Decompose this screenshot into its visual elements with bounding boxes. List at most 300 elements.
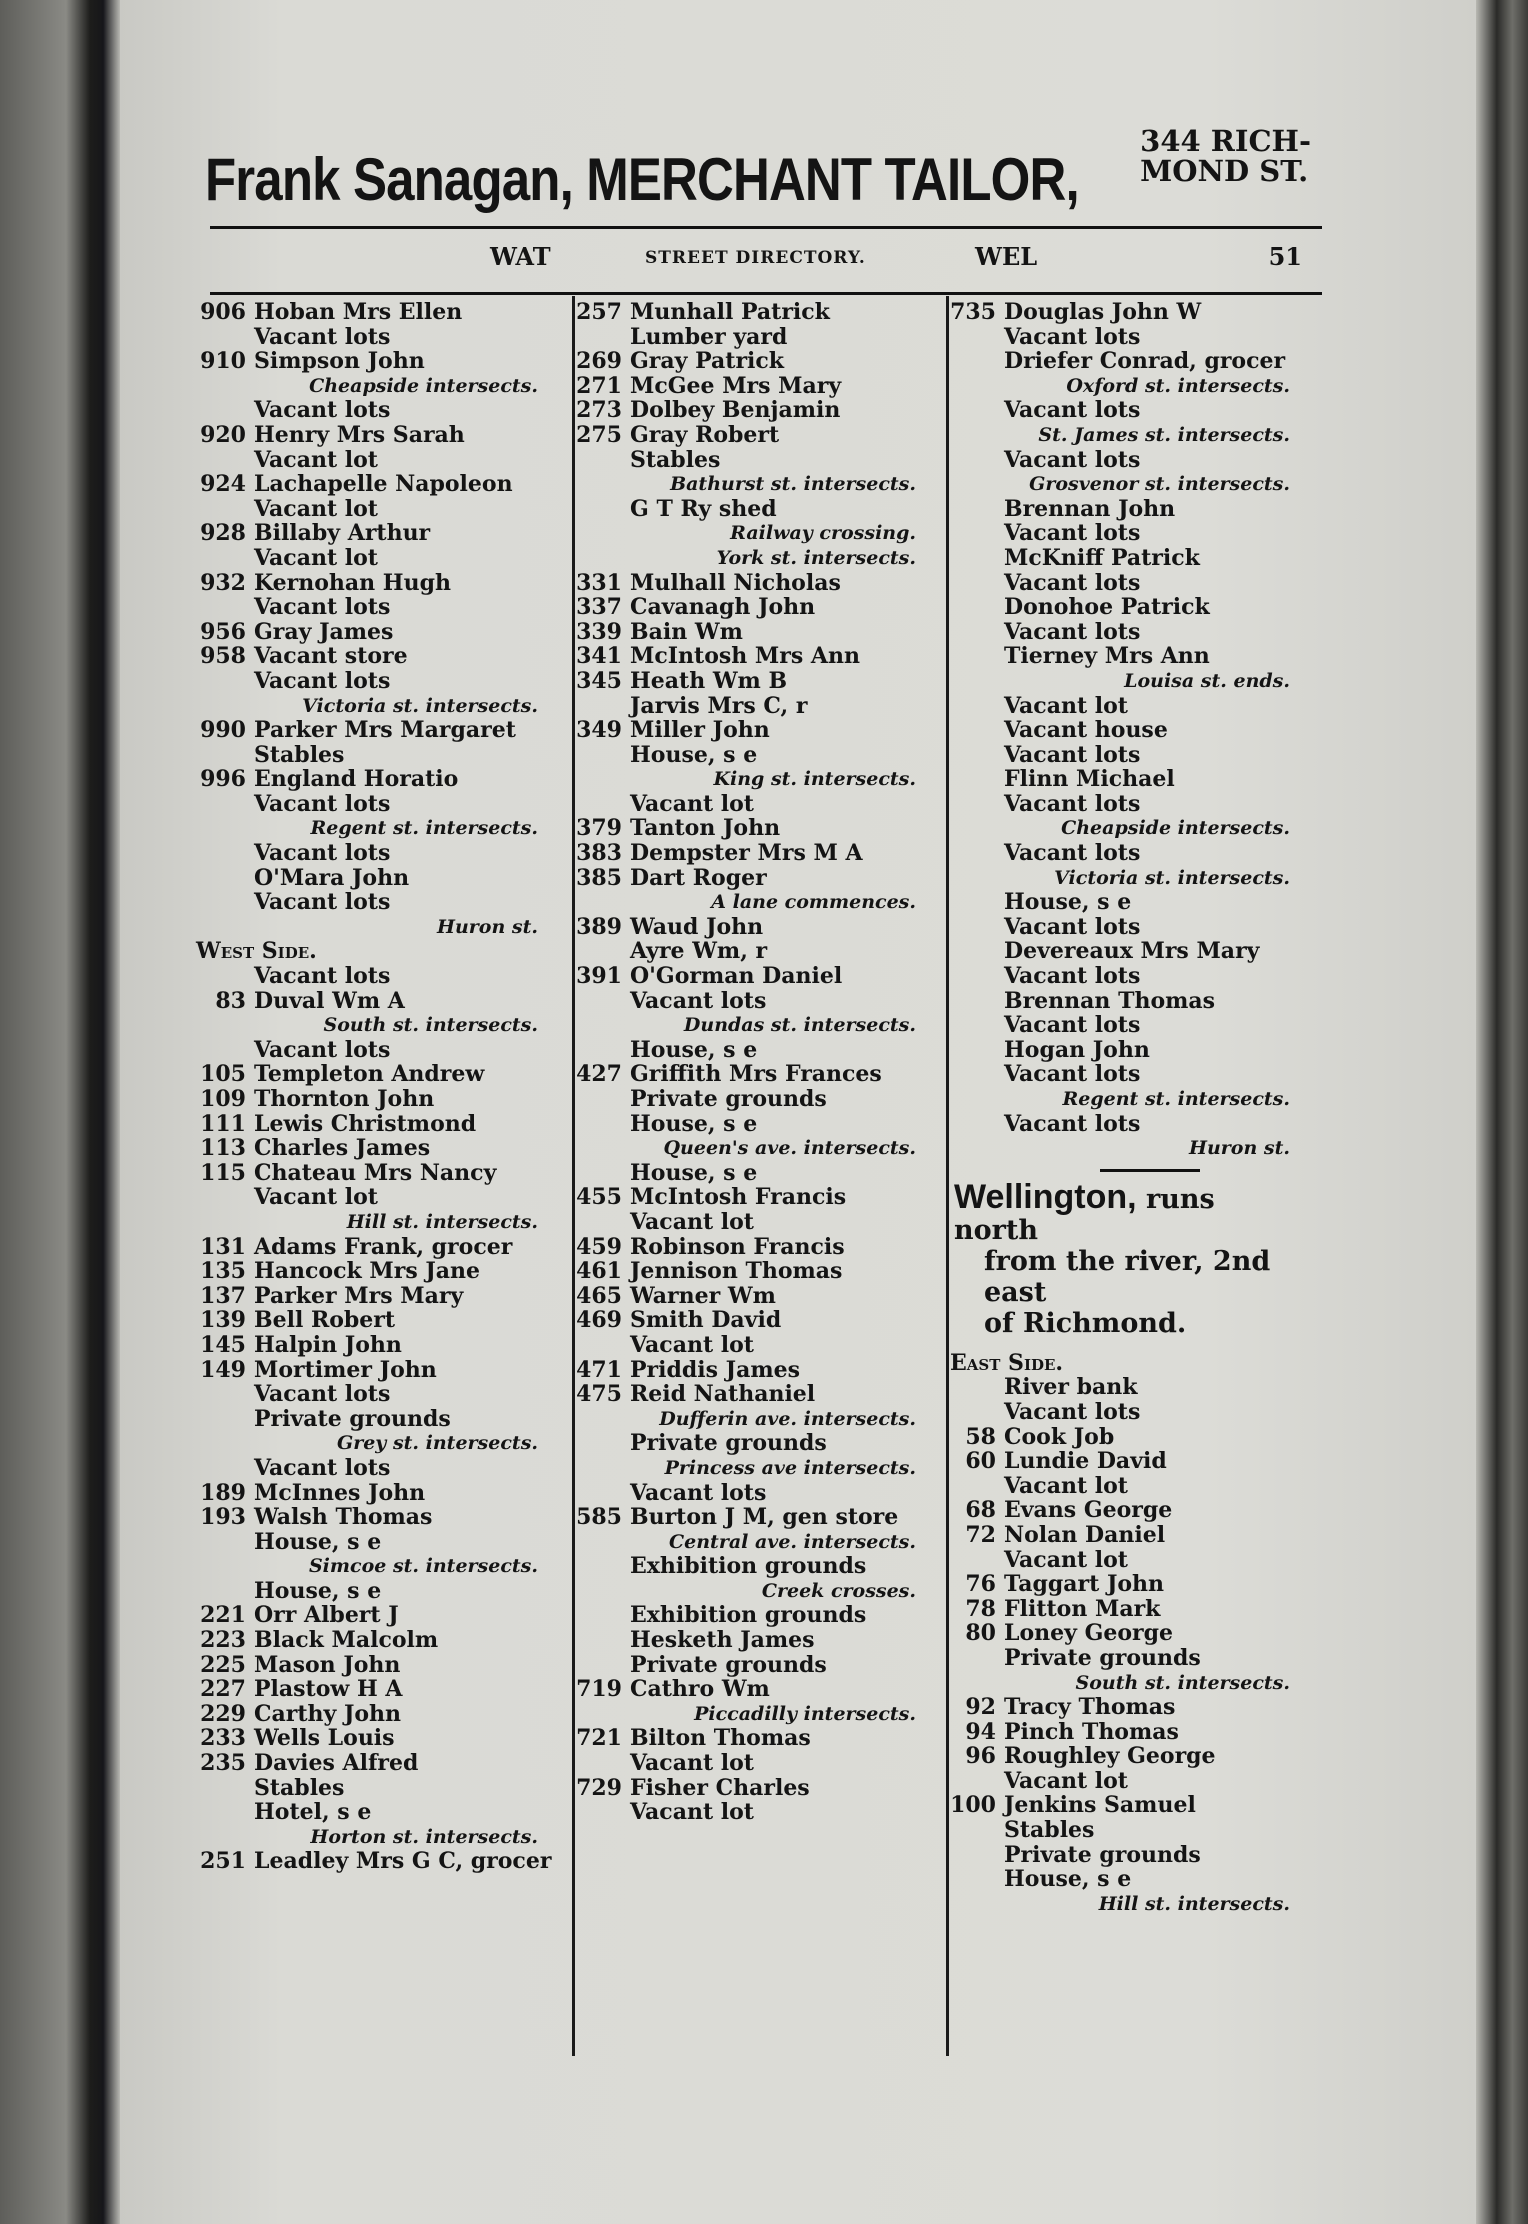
entry-name: Vacant lots [254,594,391,621]
directory-entry [950,620,1294,645]
entry-name: Priddis James [630,1356,800,1383]
directory-entry [196,497,542,522]
entry-name: Private grounds [1004,1644,1201,1671]
page-edge [1476,0,1528,2224]
directory-entry [576,792,920,817]
intersection-note: York st. intersects. [716,546,916,569]
house-number: 149 [200,1356,246,1383]
entry-name: Billaby Arthur [254,520,431,547]
entry-name: Vacant lots [630,1479,767,1506]
house-number: 223 [200,1627,246,1654]
house-number: 928 [200,520,246,547]
directory-entry [576,1062,920,1087]
directory-entry [196,1235,542,1260]
house-number: 94 [965,1718,996,1745]
entry-name: Burton J M, gen store [630,1504,899,1531]
directory-entry [576,374,920,399]
directory-entry [576,816,920,841]
entry-name: McKniff Patrick [1004,544,1200,571]
entry-name: Leadley Mrs G C, grocer [254,1848,552,1875]
directory-entry [950,767,1294,792]
house-number: 729 [576,1774,622,1801]
directory-entry [196,1136,542,1161]
column-divider-2 [946,296,949,2056]
intersection-note: Cheapside intersects. [1061,817,1290,840]
street-name: Wellington, [954,1177,1137,1216]
house-number: 461 [576,1258,622,1285]
header-bottom-rule [210,292,1322,295]
directory-entry [196,1358,542,1383]
entry-name: Adams Frank, grocer [254,1233,513,1260]
directory-entry [950,1523,1294,1548]
entry-name: McIntosh Mrs Ann [630,643,860,670]
directory-entry [576,694,920,719]
intersection-note: Creek crosses. [761,1579,916,1602]
directory-entry [950,325,1294,350]
directory-entry [196,571,542,596]
directory-entry [576,1284,920,1309]
directory-entry [576,300,920,325]
directory-entry [576,669,920,694]
entry-name: Black Malcolm [254,1627,439,1654]
intersection-note: Grey st. intersects. [336,1432,538,1455]
house-number: 60 [965,1448,996,1475]
entry-name: Tanton John [630,815,781,842]
directory-entry [576,1800,920,1825]
directory-entry [196,1848,552,1875]
entry-name: Private grounds [1004,1841,1201,1868]
entry-name: Vacant lot [1004,1546,1128,1573]
directory-entry [196,792,542,817]
directory-entry [196,1308,542,1333]
entry-name: Vacant lots [254,840,391,867]
directory-entry [196,1628,542,1653]
header-center: STREET DIRECTORY. [645,248,866,268]
entry-name: Tracy Thomas [1004,1694,1176,1721]
entry-name: Roughley George [1004,1743,1216,1770]
directory-entry [196,1382,542,1407]
directory-entry [950,595,1294,620]
directory-entry [576,1677,920,1702]
directory-entry [196,1726,542,1751]
entry-name: Vacant lot [1004,1767,1128,1794]
directory-entry [950,1038,1294,1063]
intersection-note: Horton st. intersects. [310,1825,538,1848]
directory-entry [950,1449,1294,1474]
directory-entry [950,644,1294,669]
house-number: 235 [200,1750,246,1777]
directory-entry [950,1375,1294,1400]
directory-entry [196,1481,542,1506]
directory-entry [196,620,542,645]
house-number: 225 [200,1651,246,1678]
directory-entry [196,644,542,669]
directory-entry [576,989,920,1014]
house-number: 113 [200,1135,246,1162]
entry-name: McGee Mrs Mary [630,372,842,399]
entry-name: McIntosh Francis [630,1184,847,1211]
house-number: 273 [576,397,622,424]
directory-entry [950,915,1294,940]
house-number: 92 [965,1694,996,1721]
directory-entry [196,546,542,571]
directory-entry [196,1456,542,1481]
entry-name: Vacant lots [254,397,391,424]
entry-name: Mason John [254,1651,401,1678]
entry-name: Vacant lots [254,1036,391,1063]
entry-name: Vacant lots [1004,1012,1141,1039]
entry-name: Vacant lots [1004,1061,1141,1088]
house-number: 932 [200,569,246,596]
directory-entry [196,1800,542,1825]
entry-name: Cook Job [1004,1423,1115,1450]
directory-entry [576,1308,920,1333]
directory-entry [950,1818,1294,1843]
house-number: 83 [215,987,246,1014]
entry-name: Bilton Thomas [630,1725,811,1752]
advertisement-banner [205,110,1325,213]
directory-entry [576,841,920,866]
directory-entry [950,1597,1294,1622]
entry-name: Robinson Francis [630,1233,845,1260]
house-number: 719 [576,1676,622,1703]
directory-entry [576,1333,920,1358]
directory-entry [950,1474,1294,1499]
directory-entry [950,1769,1294,1794]
house-number: 956 [200,618,246,645]
house-number: 233 [200,1725,246,1752]
book-spine [0,0,120,2224]
house-number: 385 [576,864,622,891]
entry-name: Exhibition grounds [630,1553,867,1580]
entry-name: Mulhall Nicholas [630,569,841,596]
directory-entry [950,1646,1294,1671]
intersection-note: Huron st. [437,915,538,938]
entry-name: Vacant lots [254,667,391,694]
entry-name: River bank [1004,1374,1138,1401]
entry-name: Cathro Wm [630,1676,770,1703]
directory-entry [950,300,1294,325]
directory-entry [196,349,542,374]
directory-entry [576,866,920,891]
entry-name: Vacant lot [630,1208,754,1235]
entry-name: Lewis Christmond [254,1110,477,1137]
house-number: 105 [200,1061,246,1088]
entry-name: House, s e [630,1110,758,1137]
house-number: 72 [965,1521,996,1548]
header-right: WEL [975,242,1038,271]
directory-entry [196,1062,542,1087]
entry-name: Jennison Thomas [630,1258,843,1285]
directory-entry [576,1505,920,1530]
house-number: 80 [965,1620,996,1647]
entry-name: Vacant lot [254,446,378,473]
directory-entry [576,1481,920,1506]
entry-name: Hoban Mrs Ellen [254,299,463,325]
entry-name: Hancock Mrs Jane [254,1258,481,1285]
directory-entry [196,1751,542,1776]
entry-name: Vacant lots [1004,790,1141,817]
house-number: 100 [950,1792,996,1819]
directory-entry [950,743,1294,768]
intersection-note: South st. intersects. [323,1014,538,1037]
entry-name: Donohoe Patrick [1004,594,1210,621]
entry-name: Douglas John W [1004,299,1202,325]
entry-name: Vacant store [254,643,408,670]
house-number: 78 [965,1595,996,1622]
directory-entry [196,1333,542,1358]
directory-entry [576,1161,920,1186]
entry-name: Vacant lot [254,495,378,522]
directory-entry [950,1867,1294,1892]
entry-name: Jarvis Mrs C, r [630,692,808,719]
directory-entry [950,890,1294,915]
directory-entry [576,1112,920,1137]
entry-name: Vacant lots [1004,323,1141,350]
directory-entry [196,1284,542,1309]
intersection-note: Victoria st. intersects. [302,694,538,717]
directory-entry [196,1653,542,1678]
entry-name: Private grounds [254,1405,451,1432]
entry-name: Vacant lots [1004,618,1141,645]
entry-name: Exhibition grounds [630,1602,867,1629]
directory-entry [576,915,920,940]
entry-name: Vacant lots [254,1381,391,1408]
wellington-heading: Wellington, runs north from the river, 2nd east of Richmond. [954,1177,1271,1339]
directory-entry [950,497,1294,522]
section-rule [1100,1169,1200,1172]
directory-entry [576,1628,920,1653]
house-number: 585 [576,1504,622,1531]
entry-name: Stables [254,741,345,768]
intersection-note: Princess ave intersects. [664,1456,916,1479]
entry-name: Wells Louis [254,1725,395,1752]
directory-entry [576,1603,920,1628]
directory-entry [950,1112,1294,1137]
entry-name: Vacant lot [630,1331,754,1358]
directory-entry [196,1776,542,1801]
house-number: 135 [200,1258,246,1285]
house-number: 341 [576,643,622,670]
entry-name: Vacant lot [254,1184,378,1211]
directory-entry [576,349,920,374]
directory-entry [576,1235,920,1260]
directory-entry [576,423,920,448]
directory-entry [196,398,542,423]
house-number: 257 [576,299,622,325]
directory-entry [950,1843,1294,1868]
directory-entry [576,964,920,989]
entry-name: Private grounds [630,1086,827,1112]
header-top-rule [210,226,1322,229]
entry-name: England Horatio [254,766,459,793]
directory-entry [950,1621,1294,1646]
entry-name: Vacant lots [254,790,391,817]
directory-entry [950,718,1294,743]
column-3-entries [950,300,1294,1161]
directory-entry [196,325,542,350]
directory-entry [950,1793,1294,1818]
entry-name: Parker Mrs Mary [254,1282,464,1309]
intersection-note: St. James st. intersects. [1038,423,1290,446]
entry-name: Orr Albert J [254,1602,399,1629]
house-number: 193 [200,1504,246,1531]
intersection-note: South st. intersects. [1075,1671,1290,1694]
house-number: 229 [200,1700,246,1727]
entry-name: Vacant lots [254,963,391,990]
entry-name: Smith David [630,1307,782,1334]
directory-entry [576,620,920,645]
directory-entry [950,1400,1294,1425]
entry-name: House, s e [630,1159,758,1186]
entry-name: Nolan Daniel [1004,1521,1166,1548]
directory-entry [196,890,542,915]
directory-entry [576,1653,920,1678]
directory-entry [196,1579,542,1604]
house-number: 227 [200,1676,246,1703]
entry-name: Bain Wm [630,618,743,645]
directory-entry [576,398,920,423]
entry-name: Vacant lots [1004,741,1141,768]
house-number: 251 [200,1848,246,1875]
house-number: 189 [200,1479,246,1506]
entry-name: Chateau Mrs Nancy [254,1159,497,1186]
house-number: 920 [200,421,246,448]
entry-name: Walsh Thomas [254,1504,433,1531]
directory-entry [196,472,542,497]
house-number: 115 [200,1159,246,1186]
entry-name: House, s e [630,1036,758,1063]
entry-name: O'Mara John [254,864,410,891]
directory-entry [950,964,1294,989]
entry-name: Thornton John [254,1086,435,1112]
intersection-note: Queen's ave. intersects. [663,1137,916,1160]
entry-name: Simpson John [254,348,425,375]
directory-entry [196,1530,542,1555]
entry-name: Mortimer John [254,1356,437,1383]
directory-entry [950,1062,1294,1087]
entry-name: Devereaux Mrs Mary [1004,938,1260,965]
entry-name: Vacant lots [1004,446,1141,473]
entry-name: House, s e [1004,1866,1132,1893]
directory-entry [196,1407,542,1432]
entry-name: Vacant lot [254,544,378,571]
entry-name: Gray Patrick [630,348,785,375]
entry-name: G T Ry shed [630,495,777,522]
intersection-note: Hill st. intersects. [1098,1892,1290,1915]
entry-name: Vacant lot [630,1799,754,1826]
directory-entry [576,1087,920,1112]
directory-entry [576,1210,920,1235]
entry-name: McInnes John [254,1479,426,1506]
entry-name: Brennan Thomas [1004,987,1216,1014]
entry-name: Parker Mrs Margaret [254,717,516,744]
entry-name: Warner Wm [630,1282,776,1309]
intersection-note: Huron st. [1189,1137,1290,1160]
entry-name: Bell Robert [254,1307,396,1334]
intersection-note: Dufferin ave. intersects. [659,1407,916,1430]
entry-name: Vacant lots [254,1454,391,1481]
directory-entry [196,423,542,448]
directory-entry [576,1431,920,1456]
house-number: 990 [200,717,246,744]
intersection-note: Louisa st. ends. [1124,669,1290,692]
directory-entry [576,743,920,768]
entry-name: Griffith Mrs Frances [630,1061,882,1088]
column-1 [196,299,552,1875]
entry-name: Driefer Conrad, grocer [1004,348,1286,375]
directory-entry [950,989,1294,1014]
entry-name: House, s e [630,741,758,768]
entry-name: Evans George [1004,1497,1173,1524]
house-number: 221 [200,1602,246,1629]
entry-name: Stables [254,1774,345,1801]
house-number: 331 [576,569,622,596]
entry-name: Gray James [254,618,394,645]
directory-entry [196,1505,542,1530]
banner-address: 344 RICH- MOND ST. [1140,124,1311,189]
directory-entry [950,1744,1294,1769]
directory-entry [576,595,920,620]
entry-name: House, s e [254,1577,382,1604]
directory-entry [950,841,1294,866]
entry-name: Taggart John [1004,1571,1165,1598]
directory-entry [196,989,542,1014]
house-number: 958 [200,643,246,670]
house-number: 427 [576,1061,622,1088]
house-number: 910 [200,348,246,375]
directory-entry [950,448,1294,473]
house-number: 137 [200,1282,246,1309]
house-number: 145 [200,1331,246,1358]
entry-name: Templeton Andrew [254,1061,485,1088]
directory-entry [576,497,920,522]
house-number: 455 [576,1184,622,1211]
entry-name: Vacant lots [1004,397,1141,424]
entry-name: Stables [1004,1817,1095,1844]
entry-name: Hotel, s e [254,1799,372,1826]
directory-entry [950,1720,1294,1745]
running-header [210,238,1322,278]
intersection-note: Grosvenor st. intersects. [1029,473,1290,496]
directory-entry [196,743,542,768]
directory-entry [576,1185,920,1210]
entry-name: O'Gorman Daniel [630,963,843,990]
entry-name: Carthy John [254,1700,402,1727]
entry-name: Hesketh James [630,1627,815,1654]
entry-name: Vacant lots [1004,569,1141,596]
intersection-note: Dundas st. intersects. [683,1014,916,1037]
entry-name: Jenkins Samuel [1004,1792,1196,1819]
intersection-note: A lane commences. [711,891,916,914]
directory-entry [576,1259,920,1284]
entry-name: Kernohan Hugh [254,569,451,596]
house-number: 721 [576,1725,622,1752]
banner-title: Frank Sanagan, MERCHANT TAILOR, [205,146,1079,213]
directory-entry [196,669,542,694]
house-number: 471 [576,1356,622,1383]
directory-entry [950,1572,1294,1597]
directory-entry [950,1498,1294,1523]
directory-entry [950,694,1294,719]
entry-name: Miller John [630,717,770,744]
house-number: 383 [576,840,622,867]
entry-name: Vacant lots [254,323,391,350]
house-number: 469 [576,1307,622,1334]
directory-entry [196,1161,542,1186]
column-3 [950,300,1294,1916]
house-number: 475 [576,1381,622,1408]
